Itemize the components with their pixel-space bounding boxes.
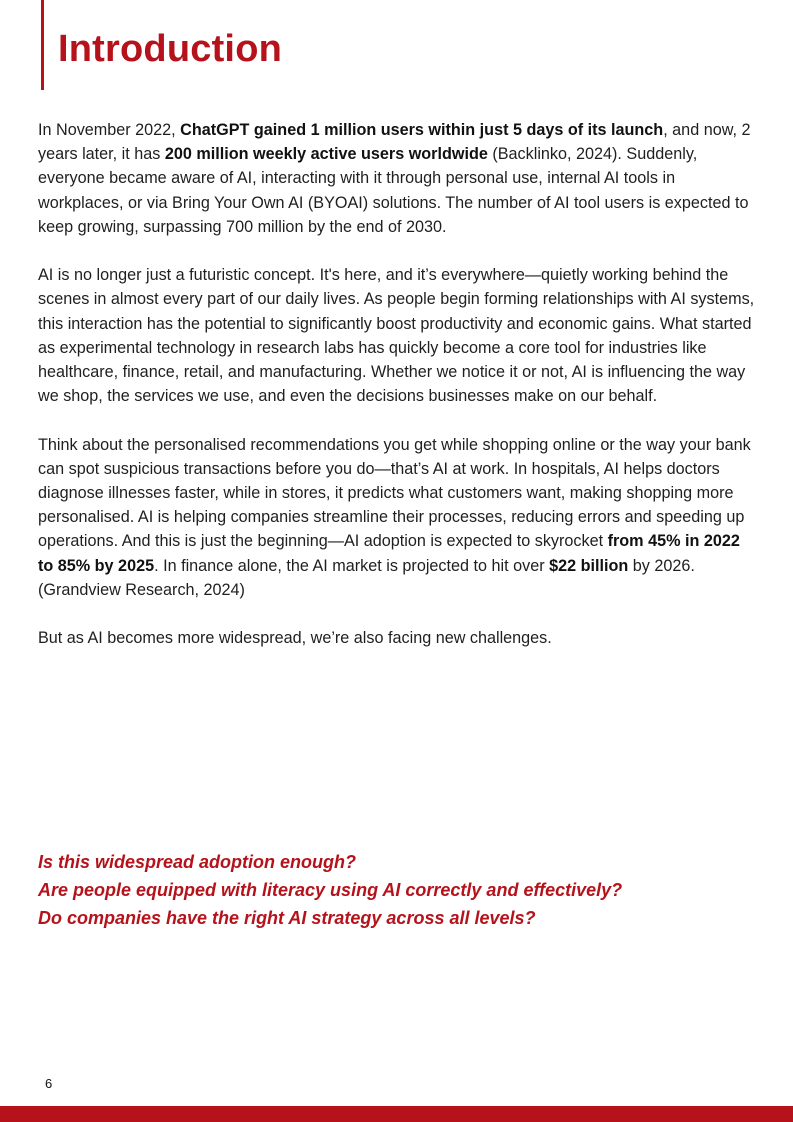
question-1: Is this widespread adoption enough?: [38, 852, 357, 872]
adoption-highlight: from 45% in 2022 to 85% by 2025: [38, 532, 740, 575]
paragraph-1-text: (Backlinko, 2024). Suddenly, everyone became aware of AI, interacting with it through personal use, internal AI tools in workplaces, or via Bring Your Own AI (BYOAI) solutions. The number of AI tool users is expected to keep growing, surpassing 700 million by the end of 2030.: [38, 145, 749, 236]
paragraph-1: [38, 118, 758, 239]
paragraph-1-text: In November 2022,: [38, 121, 181, 139]
title-accent-bar: [41, 0, 44, 90]
market-value-highlight: $22 billion: [549, 556, 629, 575]
paragraph-1-text: , and now, 2 years later, it has: [38, 121, 751, 164]
paragraph-4: But as AI becomes more widespread, we’re also facing new challenges.: [38, 629, 552, 648]
paragraph-3: [38, 433, 758, 602]
weekly-users-highlight: 200 million weekly active users worldwide: [164, 145, 488, 164]
footer-bar: [0, 1106, 793, 1122]
key-questions: [38, 848, 758, 932]
chatgpt-users-highlight: ChatGPT gained 1 million users within just 5 days of its launch: [180, 121, 664, 139]
page-number: 6: [45, 1076, 53, 1091]
question-3: Do companies have the right AI strategy across all levels?: [38, 908, 536, 928]
paragraph-3-text: by 2026. (Grandview Research, 2024): [38, 556, 695, 599]
paragraph-3-text: Think about the personalised recommendations you get while shopping online or the way your bank can spot suspicious transactions before you do—that’s AI at work. In hospitals, AI helps doctors diagnose illnesses faster, while in stores, it predicts what customers want, making shopping more personalised. AI is helping companies streamline their processes, reducing errors and speeding up operations. And this is just the beginning—AI adoption is expected to skyrocket: [38, 435, 751, 551]
question-2: Are people equipped with literacy using AI correctly and effectively?: [38, 880, 623, 900]
paragraph-2: AI is no longer just a futuristic concept. It's here, and it’s everywhere—quietly working behind the scenes in almost every part of our daily lives. As people begin forming relationships with AI systems, this interaction has the potential to significantly boost productivity and economic gains. What started as experimental technology in research labs has quickly become a core tool for industries like healthcare, finance, retail, and manufacturing. Whether we notice it or not, AI is influencing the way we shop, the services we use, and even the decisions businesses make on our behalf.: [38, 266, 755, 406]
body-text: [38, 118, 758, 675]
paragraph-3-text: . In finance alone, the AI market is projected to hit over: [154, 556, 550, 575]
page-title: Introduction: [58, 28, 283, 70]
